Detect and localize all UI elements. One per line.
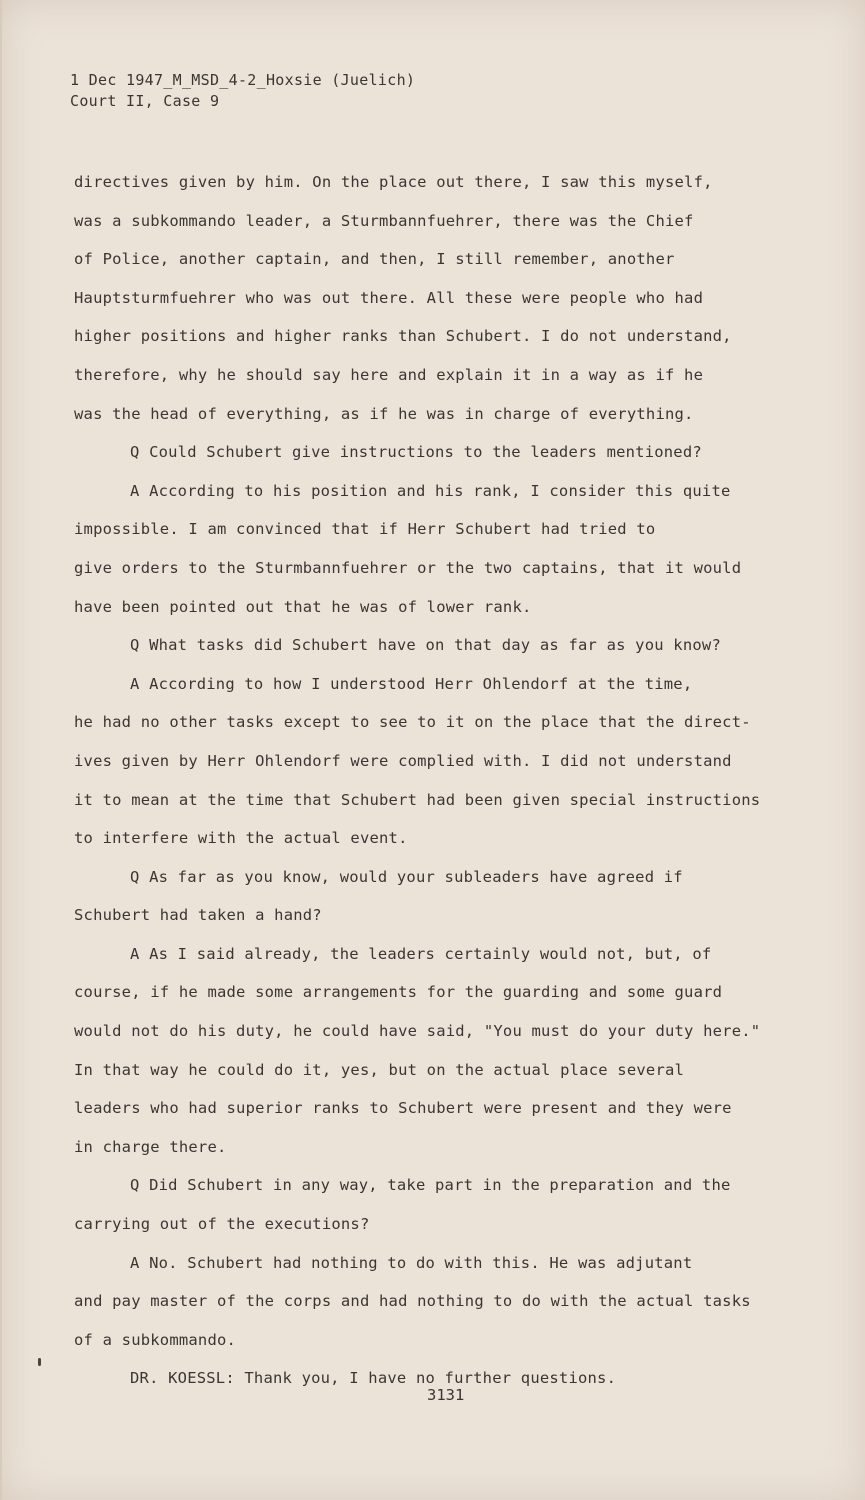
transcript-line: Q What tasks did Schubert have on that day as far as you know? bbox=[130, 636, 721, 655]
transcript-line: impossible. I am convinced that if Herr Schubert had tried to bbox=[74, 520, 656, 539]
transcript-line: higher positions and higher ranks than Schubert. I do not understand, bbox=[74, 327, 732, 346]
document-header bbox=[70, 70, 415, 112]
transcript-line: In that way he could do it, yes, but on the actual place several bbox=[74, 1060, 685, 1079]
transcript-line: Q As far as you know, would your subleaders have agreed if bbox=[130, 867, 683, 886]
transcript-line: A According to his position and his rank, I consider this quite bbox=[130, 481, 731, 500]
transcript-line: was the head of everything, as if he was in charge of everything. bbox=[74, 404, 694, 423]
transcript-line: course, if he made some arrangements for the guarding and some guard bbox=[74, 983, 723, 1002]
transcript-line: and pay master of the corps and had nothing to do with the actual tasks bbox=[74, 1292, 751, 1311]
transcript-line: have been pointed out that he was of lower rank. bbox=[74, 597, 532, 616]
transcript-line: leaders who had superior ranks to Schubert were present and they were bbox=[74, 1099, 732, 1118]
transcript-line: it to mean at the time that Schubert had been given special instructions bbox=[74, 790, 761, 809]
transcript-line: to interfere with the actual event. bbox=[74, 829, 408, 848]
header-line-date-ref: 1 Dec 1947_M_MSD_4-2_Hoxsie (Juelich) bbox=[70, 71, 416, 89]
transcript-line: DR. KOESSL: Thank you, I have no further questions. bbox=[130, 1369, 617, 1388]
transcript-line: A According to how I understood Herr Ohlendorf at the time, bbox=[130, 674, 693, 693]
transcript-line: therefore, why he should say here and explain it in a way as if he bbox=[74, 365, 704, 384]
ink-mark bbox=[38, 1358, 41, 1366]
transcript-line: give orders to the Sturmbannfuehrer or the two captains, that it would bbox=[74, 558, 742, 577]
transcript-line: A No. Schubert had nothing to do with this. He was adjutant bbox=[130, 1253, 693, 1272]
transcript-line: Q Could Schubert give instructions to the leaders mentioned? bbox=[130, 443, 702, 462]
transcript-body bbox=[74, 163, 784, 1398]
header-line-court: Court II, Case 9 bbox=[70, 92, 220, 110]
transcript-line: in charge there. bbox=[74, 1137, 227, 1156]
page-number: 3131 bbox=[427, 1386, 465, 1404]
transcript-line: was a subkommando leader, a Sturmbannfuehrer, there was the Chief bbox=[74, 211, 694, 230]
transcript-line: Hauptsturmfuehrer who was out there. All these were people who had bbox=[74, 288, 704, 307]
transcript-line: would not do his duty, he could have said, "You must do your duty here." bbox=[74, 1022, 761, 1041]
transcript-line: Q Did Schubert in any way, take part in the preparation and the bbox=[130, 1176, 731, 1195]
transcript-line: of a subkommando. bbox=[74, 1330, 237, 1349]
transcript-line: A As I said already, the leaders certainly would not, but, of bbox=[130, 944, 712, 963]
transcript-line: ives given by Herr Ohlendorf were complied with. I did not understand bbox=[74, 751, 732, 770]
transcript-line: he had no other tasks except to see to it on the place that the direct- bbox=[74, 713, 751, 732]
transcript-line: directives given by him. On the place out there, I saw this myself, bbox=[74, 173, 713, 191]
transcript-line: Schubert had taken a hand? bbox=[74, 906, 322, 925]
transcript-line: carrying out of the executions? bbox=[74, 1215, 370, 1234]
transcript-line: of Police, another captain, and then, I still remember, another bbox=[74, 250, 675, 269]
